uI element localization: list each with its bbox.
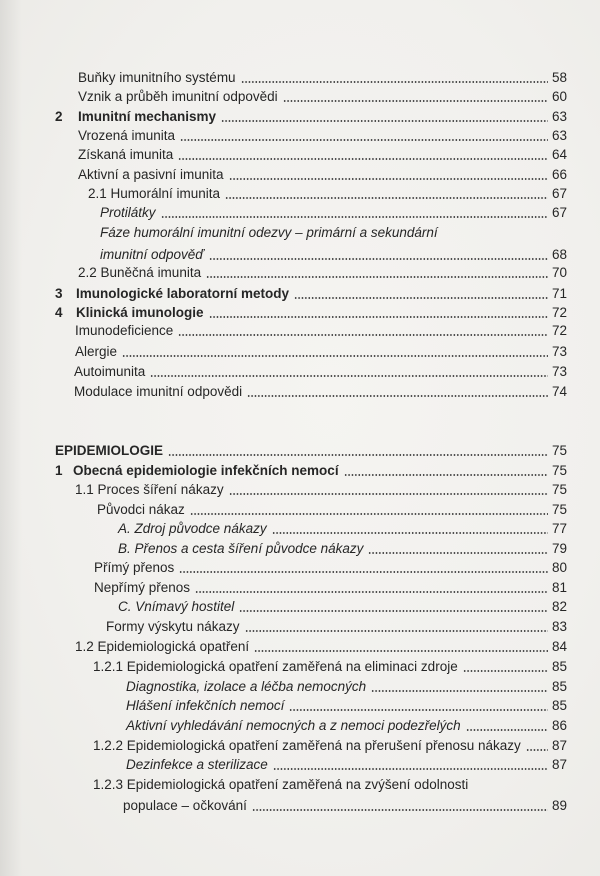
dot-leader (221, 120, 548, 122)
toc-page-number: 81 (551, 580, 567, 595)
toc-chapter-entry (55, 285, 567, 303)
toc-subsection-entry (88, 185, 567, 203)
chapter-number: 1 (55, 463, 63, 478)
dot-leader (245, 630, 548, 632)
toc-page-number: 89 (551, 798, 567, 813)
toc-chapter-entry (55, 462, 567, 480)
toc-page-number: 75 (551, 443, 567, 458)
toc-page-number: 75 (551, 502, 567, 517)
toc-page-number: 60 (551, 89, 567, 104)
toc-entry (78, 69, 567, 87)
toc-page-number: 63 (551, 128, 567, 143)
toc-entry (78, 166, 567, 184)
toc-entry-label: B. Přenos a cesta šíření původce nákazy (118, 541, 364, 556)
toc-entry-label: Původci nákaz (97, 502, 185, 517)
toc-chapter-entry (55, 304, 567, 322)
toc-entry-label: Imunologické laboratorní metody (76, 286, 290, 301)
toc-page-number: 73 (551, 344, 567, 359)
dot-leader (526, 749, 548, 751)
dot-leader (239, 610, 548, 612)
toc-page-number: 82 (551, 599, 567, 614)
toc-entry-label: Hlášení infekčních nemocí (126, 698, 285, 713)
toc-entry-label: 1.2.3 Epidemiologická opatření zaměřená na zvýšení odolnosti (93, 777, 469, 792)
dot-leader (195, 591, 548, 593)
toc-entry (75, 343, 567, 361)
toc-entry-label: Protilátky (100, 205, 156, 220)
toc-page-number: 66 (551, 167, 567, 182)
toc-entry-label: Modulace imunitní odpovědi (74, 384, 243, 399)
dot-leader (252, 809, 548, 811)
toc-entry (78, 88, 567, 106)
page-binding-shadow (0, 0, 22, 876)
toc-entry-label: C. Vnímavý hostitel (118, 599, 235, 614)
toc-page-number: 85 (551, 659, 567, 674)
toc-entry (126, 717, 567, 735)
toc-entry (126, 678, 567, 696)
toc-page-number: 64 (551, 147, 567, 162)
toc-subsection-entry (75, 638, 567, 656)
toc-entry (118, 520, 567, 538)
toc-page-number: 71 (551, 286, 567, 301)
toc-entry (118, 598, 567, 616)
toc-entry-label: Aktivní vyhledávání nemocných a z nemoci podezřelých (126, 718, 461, 733)
toc-subsubsection-entry (93, 737, 567, 755)
toc-page-number: 87 (551, 738, 567, 753)
toc-part-heading (55, 442, 567, 460)
toc-entry-first-line (93, 776, 567, 794)
toc-entry (74, 363, 567, 381)
dot-leader (254, 650, 548, 652)
dot-leader (283, 100, 548, 102)
dot-leader (273, 768, 548, 770)
toc-entry-label: Nepřímý přenos (94, 580, 191, 595)
toc-entry (126, 756, 567, 774)
toc-page-number: 77 (551, 521, 567, 536)
toc-entry (97, 501, 567, 519)
toc-entry-label: A. Zdroj původce nákazy (118, 521, 267, 536)
toc-entry-label: Diagnostika, izolace a léčba nemocných (126, 679, 367, 694)
toc-page-number: 86 (551, 718, 567, 733)
toc-entry-label-continuation: populace – očkování (123, 798, 247, 813)
toc-page-number: 84 (551, 639, 567, 654)
dot-leader (209, 258, 548, 260)
toc-page-number: 83 (551, 619, 567, 634)
toc-entry-label: Přímý přenos (94, 560, 175, 575)
toc-entry-label: Formy výskytu nákazy (106, 619, 240, 634)
chapter-number: 2 (55, 109, 63, 124)
toc-entry (75, 322, 567, 340)
toc-part-heading-label: EPIDEMIOLOGIE (55, 443, 164, 458)
dot-leader (344, 474, 548, 476)
toc-page-number: 72 (551, 323, 567, 338)
dot-leader (247, 395, 548, 397)
dot-leader (161, 216, 548, 218)
toc-entry-first-line (100, 224, 567, 242)
dot-leader (272, 532, 548, 534)
toc-entry-label: Dezinfekce a sterilizace (126, 757, 268, 772)
toc-entry-label: Aktivní a pasivní imunita (78, 167, 224, 182)
toc-page-number: 73 (551, 364, 567, 379)
dot-leader (179, 571, 548, 573)
toc-entry-label: Autoimunita (74, 364, 146, 379)
toc-entry-label: 1.2 Epidemiologická opatření (75, 639, 250, 654)
toc-page-number: 87 (551, 757, 567, 772)
toc-subsection-entry (78, 264, 567, 282)
dot-leader (180, 139, 548, 141)
dot-leader (229, 493, 548, 495)
dot-leader (150, 375, 548, 377)
toc-entry-label: Imunodeficience (75, 323, 174, 338)
toc-entry (74, 383, 567, 401)
toc-page-number: 72 (551, 305, 567, 320)
toc-entry (94, 579, 567, 597)
toc-page-number: 85 (551, 698, 567, 713)
toc-subsection-entry (75, 481, 567, 499)
chapter-number: 4 (55, 305, 63, 320)
dot-leader (289, 709, 548, 711)
toc-entry (126, 697, 567, 715)
dot-leader (122, 355, 548, 357)
dot-leader (209, 316, 548, 318)
toc-entry-label: Imunitní mechanismy (78, 109, 217, 124)
toc-entry-label-continuation: imunitní odpověď (100, 247, 204, 262)
toc-entry (78, 146, 567, 164)
dot-leader (178, 334, 548, 336)
toc-entry-label: Klinická imunologie (76, 305, 204, 320)
toc-chapter-entry (55, 108, 567, 126)
dot-leader (241, 81, 548, 83)
dot-leader (229, 178, 548, 180)
toc-entry (100, 204, 567, 222)
toc-page-number: 68 (551, 247, 567, 262)
toc-entry-label: 1.2.2 Epidemiologická opatření zaměřená na přerušení přenosu nákazy (93, 738, 521, 753)
toc-entry-label: Buňky imunitního systému (78, 70, 236, 85)
toc-entry (94, 559, 567, 577)
toc-entry-label: Získaná imunita (78, 147, 174, 162)
toc-page-number: 80 (551, 560, 567, 575)
dot-leader (206, 276, 548, 278)
dot-leader (225, 197, 548, 199)
chapter-number: 3 (55, 286, 63, 301)
toc-page-number: 67 (551, 186, 567, 201)
dot-leader (368, 552, 548, 554)
toc-page-number: 85 (551, 679, 567, 694)
toc-entry-label: Vrozená imunita (78, 128, 176, 143)
toc-page-number: 67 (551, 205, 567, 220)
dot-leader (294, 297, 548, 299)
toc-page-number: 70 (551, 265, 567, 280)
dot-leader (190, 513, 548, 515)
dot-leader (466, 729, 548, 731)
toc-entry-continuation (123, 797, 567, 815)
toc-subsubsection-entry (93, 658, 567, 676)
toc-entry-label: 2.2 Buněčná imunita (78, 265, 202, 280)
toc-entry-label: 2.1 Humorální imunita (88, 186, 221, 201)
toc-page-number: 63 (551, 109, 567, 124)
toc-entry-label: Alergie (75, 344, 118, 359)
toc-entry-label: Obecná epidemiologie infekčních nemocí (73, 463, 339, 478)
toc-page-number: 75 (551, 463, 567, 478)
toc-entry (106, 618, 567, 636)
dot-leader (371, 690, 548, 692)
toc-entry (118, 540, 567, 558)
toc-page-number: 58 (551, 70, 567, 85)
toc-entry-label: 1.2.1 Epidemiologická opatření zaměřená na eliminaci zdroje (93, 659, 458, 674)
dot-leader (178, 158, 548, 160)
toc-page-number: 79 (551, 541, 567, 556)
toc-entry-continuation (100, 246, 567, 264)
toc-entry-label: 1.1 Proces šíření nákazy (75, 482, 224, 497)
toc-entry-label: Vznik a průběh imunitní odpovědi (78, 89, 278, 104)
dot-leader (168, 454, 548, 456)
toc-page-number: 75 (551, 482, 567, 497)
toc-entry (78, 127, 567, 145)
toc-page-number: 74 (551, 384, 567, 399)
dot-leader (463, 670, 548, 672)
toc-entry-label: Fáze humorální imunitní odezvy – primární a sekundární (100, 225, 438, 240)
